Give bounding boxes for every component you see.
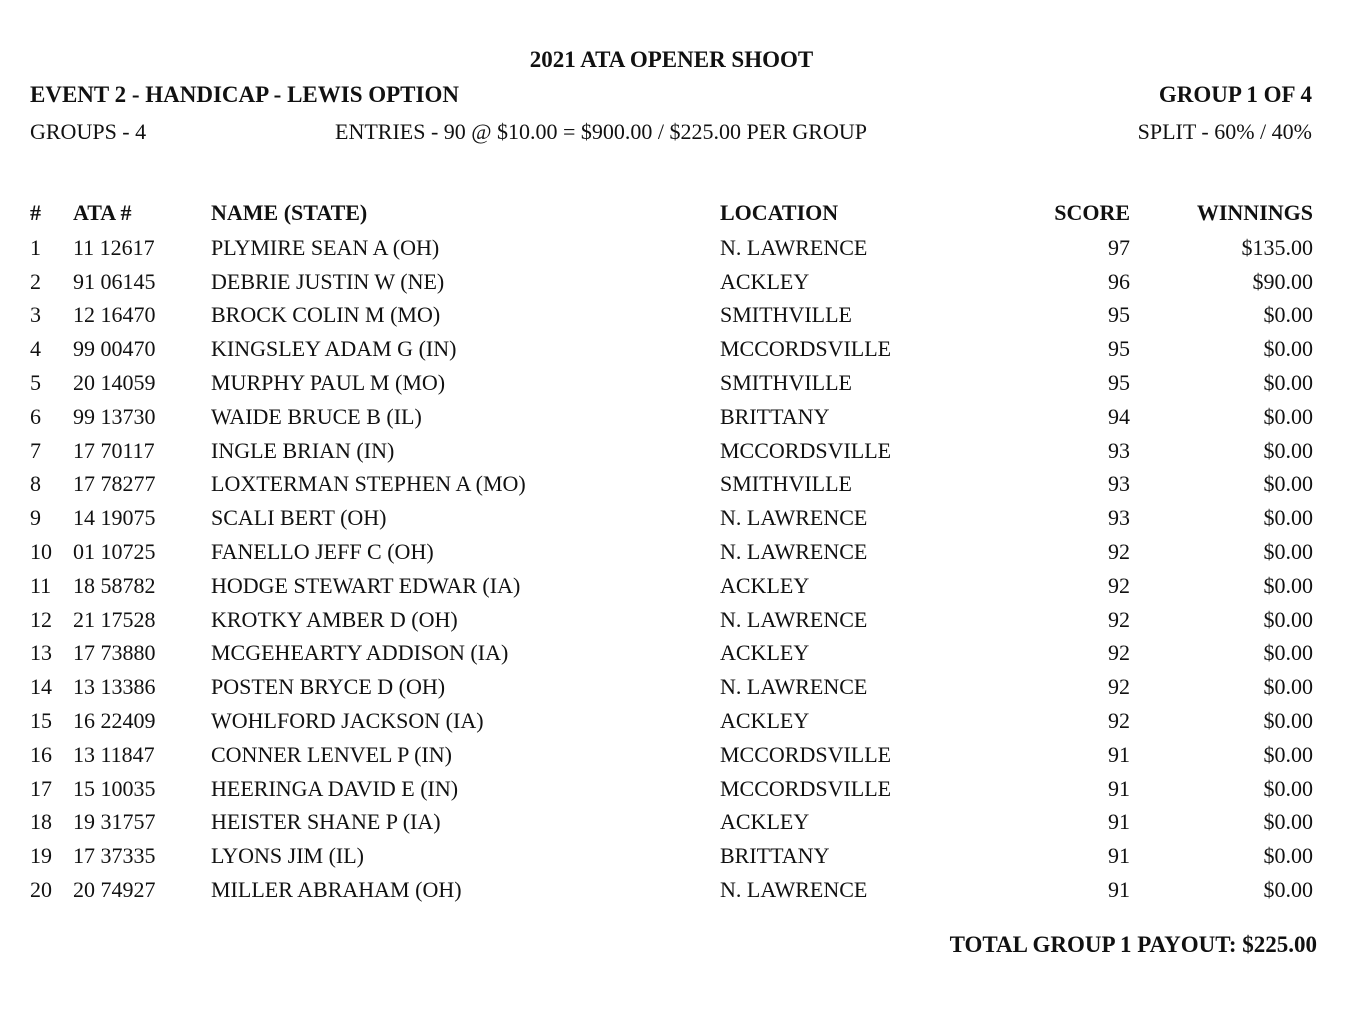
winnings-cell: $0.00 — [1263, 505, 1313, 531]
ata-number-cell: 17 78277 — [73, 471, 156, 497]
column-header-location: LOCATION — [720, 200, 839, 225]
score-cell: 93 — [1108, 437, 1130, 463]
winnings-cell: $0.00 — [1263, 572, 1313, 598]
page-title: 2021 ATA OPENER SHOOT — [529, 47, 814, 72]
score-cell: 91 — [1108, 809, 1130, 835]
name-cell: SCALI BERT (OH) — [211, 505, 387, 531]
score-cell: 92 — [1108, 708, 1130, 734]
rank-cell: 14 — [30, 674, 52, 700]
name-cell: MURPHY PAUL M (MO) — [211, 370, 446, 396]
rank-cell: 12 — [30, 606, 52, 632]
table-row — [30, 231, 1313, 265]
location-cell: MCCORDSVILLE — [720, 775, 892, 801]
location-cell: N. LAWRENCE — [720, 539, 868, 565]
results-body — [30, 231, 1313, 907]
winnings-cell: $0.00 — [1263, 809, 1313, 835]
rank-cell: 13 — [30, 640, 52, 666]
ata-number-cell: 18 58782 — [73, 572, 156, 598]
table-header-row — [30, 195, 1313, 231]
location-cell: MCCORDSVILLE — [720, 741, 892, 767]
ata-number-cell: 14 19075 — [73, 505, 156, 531]
name-cell: PLYMIRE SEAN A (OH) — [211, 234, 440, 260]
rank-cell: 19 — [30, 843, 52, 869]
table-row — [30, 670, 1313, 704]
table-row — [30, 839, 1313, 873]
ata-number-cell: 20 14059 — [73, 370, 156, 396]
table-row — [30, 434, 1313, 468]
table-row — [30, 332, 1313, 366]
rank-cell: 2 — [30, 268, 41, 294]
column-header-name: NAME (STATE) — [211, 200, 368, 225]
winnings-cell: $135.00 — [1241, 234, 1313, 260]
ata-number-cell: 91 06145 — [73, 268, 156, 294]
name-cell: POSTEN BRYCE D (OH) — [211, 674, 446, 700]
winnings-cell: $0.00 — [1263, 640, 1313, 666]
rank-cell: 16 — [30, 741, 52, 767]
location-cell: ACKLEY — [720, 268, 810, 294]
winnings-cell: $0.00 — [1263, 471, 1313, 497]
column-header-rank: # — [30, 200, 41, 225]
location-cell: ACKLEY — [720, 708, 810, 734]
location-cell: N. LAWRENCE — [720, 234, 868, 260]
rank-cell: 8 — [30, 471, 41, 497]
winnings-cell: $0.00 — [1263, 539, 1313, 565]
location-cell: SMITHVILLE — [720, 302, 852, 328]
winnings-cell: $0.00 — [1263, 674, 1313, 700]
ata-number-cell: 01 10725 — [73, 539, 156, 565]
ata-number-cell: 13 11847 — [73, 741, 155, 767]
table-row — [30, 299, 1313, 333]
table-row — [30, 603, 1313, 637]
location-cell: ACKLEY — [720, 572, 810, 598]
group-label: GROUP 1 OF 4 — [1158, 82, 1312, 107]
rank-cell: 20 — [30, 877, 52, 903]
location-cell: BRITTANY — [720, 843, 830, 869]
winnings-cell: $0.00 — [1263, 403, 1313, 429]
ata-number-cell: 21 17528 — [73, 606, 156, 632]
score-cell: 96 — [1108, 268, 1130, 294]
name-cell: LYONS JIM (IL) — [211, 843, 365, 869]
rank-cell: 9 — [30, 505, 41, 531]
score-cell: 91 — [1108, 877, 1130, 903]
table-row — [30, 468, 1313, 502]
entries-summary: ENTRIES - 90 @ $10.00 = $900.00 / $225.00 PER GROUP — [335, 119, 867, 144]
ata-number-cell: 13 13386 — [73, 674, 156, 700]
rank-cell: 11 — [30, 572, 52, 598]
location-cell: SMITHVILLE — [720, 370, 852, 396]
winnings-cell: $0.00 — [1263, 775, 1313, 801]
table-row — [30, 366, 1313, 400]
rank-cell: 1 — [30, 234, 41, 260]
location-cell: MCCORDSVILLE — [720, 437, 892, 463]
winnings-cell: $0.00 — [1263, 741, 1313, 767]
ata-number-cell: 17 73880 — [73, 640, 156, 666]
ata-number-cell: 17 37335 — [73, 843, 156, 869]
ata-number-cell: 15 10035 — [73, 775, 156, 801]
ata-number-cell: 20 74927 — [73, 877, 156, 903]
location-cell: ACKLEY — [720, 640, 810, 666]
name-cell: HEISTER SHANE P (IA) — [211, 809, 441, 835]
rank-cell: 17 — [30, 775, 52, 801]
ata-number-cell: 99 13730 — [73, 403, 156, 429]
column-header-winnings: WINNINGS — [1196, 200, 1313, 225]
rank-cell: 18 — [30, 809, 52, 835]
rank-cell: 15 — [30, 708, 52, 734]
ata-number-cell: 99 00470 — [73, 336, 156, 362]
score-cell: 91 — [1108, 775, 1130, 801]
rank-cell: 6 — [30, 403, 41, 429]
table-row — [30, 738, 1313, 772]
winnings-cell: $0.00 — [1263, 843, 1313, 869]
location-cell: BRITTANY — [720, 403, 830, 429]
event-title: EVENT 2 - HANDICAP - LEWIS OPTION — [30, 82, 459, 107]
table-row — [30, 535, 1313, 569]
score-cell: 95 — [1108, 370, 1130, 396]
name-cell: WOHLFORD JACKSON (IA) — [211, 708, 484, 734]
location-cell: N. LAWRENCE — [720, 674, 868, 700]
winnings-cell: $0.00 — [1263, 708, 1313, 734]
rank-cell: 3 — [30, 302, 41, 328]
table-row — [30, 873, 1313, 907]
name-cell: MCGEHEARTY ADDISON (IA) — [211, 640, 509, 666]
name-cell: DEBRIE JUSTIN W (NE) — [211, 268, 445, 294]
table-row — [30, 501, 1313, 535]
name-cell: BROCK COLIN M (MO) — [211, 302, 441, 328]
rank-cell: 10 — [30, 539, 52, 565]
name-cell: KROTKY AMBER D (OH) — [211, 606, 458, 632]
winnings-cell: $0.00 — [1263, 606, 1313, 632]
groups-count: GROUPS - 4 — [30, 119, 147, 144]
score-cell: 92 — [1108, 640, 1130, 666]
ata-number-cell: 11 12617 — [73, 234, 155, 260]
column-header-ata: ATA # — [73, 200, 132, 225]
total-payout: TOTAL GROUP 1 PAYOUT: $225.00 — [949, 932, 1317, 957]
name-cell: HEERINGA DAVID E (IN) — [211, 775, 459, 801]
score-cell: 95 — [1108, 336, 1130, 362]
table-row — [30, 637, 1313, 671]
score-cell: 97 — [1108, 234, 1130, 260]
name-cell: KINGSLEY ADAM G (IN) — [211, 336, 457, 362]
ata-number-cell: 19 31757 — [73, 809, 156, 835]
score-cell: 93 — [1108, 505, 1130, 531]
winnings-cell: $90.00 — [1252, 268, 1313, 294]
table-row — [30, 569, 1313, 603]
table-row — [30, 806, 1313, 840]
rank-cell: 4 — [30, 336, 41, 362]
score-cell: 95 — [1108, 302, 1130, 328]
score-cell: 92 — [1108, 606, 1130, 632]
rank-cell: 7 — [30, 437, 41, 463]
ata-number-cell: 17 70117 — [73, 437, 155, 463]
location-cell: ACKLEY — [720, 809, 810, 835]
score-cell: 91 — [1108, 741, 1130, 767]
score-cell: 92 — [1108, 572, 1130, 598]
location-cell: SMITHVILLE — [720, 471, 852, 497]
ata-number-cell: 16 22409 — [73, 708, 156, 734]
rank-cell: 5 — [30, 370, 41, 396]
ata-number-cell: 12 16470 — [73, 302, 156, 328]
score-cell: 93 — [1108, 471, 1130, 497]
score-cell: 92 — [1108, 674, 1130, 700]
name-cell: WAIDE BRUCE B (IL) — [211, 403, 422, 429]
name-cell: LOXTERMAN STEPHEN A (MO) — [211, 471, 526, 497]
split-summary: SPLIT - 60% / 40% — [1137, 119, 1312, 144]
table-row — [30, 400, 1313, 434]
name-cell: MILLER ABRAHAM (OH) — [211, 877, 462, 903]
winnings-cell: $0.00 — [1263, 302, 1313, 328]
column-header-score: SCORE — [1054, 200, 1130, 225]
table-row — [30, 772, 1313, 806]
score-cell: 92 — [1108, 539, 1130, 565]
location-cell: MCCORDSVILLE — [720, 336, 892, 362]
score-cell: 91 — [1108, 843, 1130, 869]
winnings-cell: $0.00 — [1263, 336, 1313, 362]
table-row — [30, 704, 1313, 738]
name-cell: FANELLO JEFF C (OH) — [211, 539, 434, 565]
winnings-cell: $0.00 — [1263, 877, 1313, 903]
location-cell: N. LAWRENCE — [720, 606, 868, 632]
location-cell: N. LAWRENCE — [720, 877, 868, 903]
name-cell: HODGE STEWART EDWAR (IA) — [211, 572, 521, 598]
score-cell: 94 — [1108, 403, 1130, 429]
location-cell: N. LAWRENCE — [720, 505, 868, 531]
results-table — [30, 195, 1313, 907]
name-cell: INGLE BRIAN (IN) — [211, 437, 395, 463]
winnings-cell: $0.00 — [1263, 437, 1313, 463]
name-cell: CONNER LENVEL P (IN) — [211, 741, 452, 767]
table-row — [30, 265, 1313, 299]
winnings-cell: $0.00 — [1263, 370, 1313, 396]
